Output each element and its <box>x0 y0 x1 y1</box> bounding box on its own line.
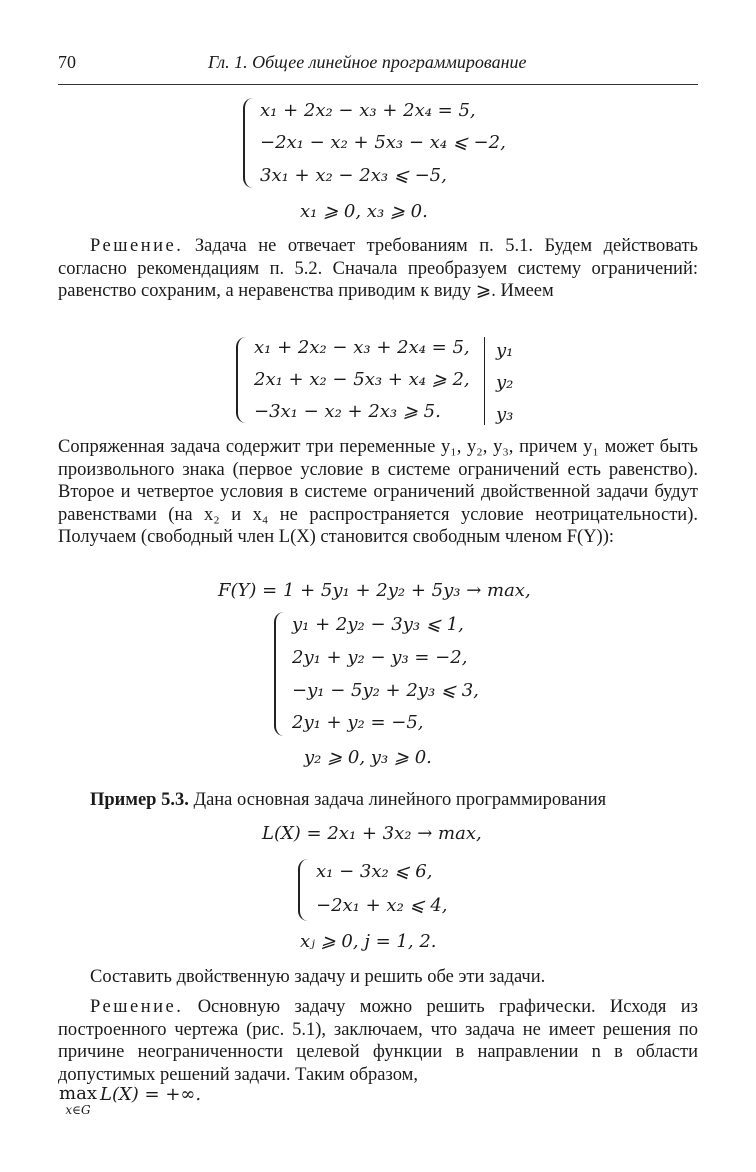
header-rule <box>58 84 698 85</box>
example-task: Составить двойственную задачу и решить обе эти задачи. <box>90 967 546 987</box>
equation-line: −3x₁ − x₂ + 2x₃ ⩾ 5. <box>254 401 441 422</box>
nonnegativity-condition: x₁ ⩾ 0, x₃ ⩾ 0. <box>300 201 428 222</box>
dual-variable: y₁ <box>496 340 514 361</box>
max-operator <box>58 1083 98 1118</box>
equation-line: x₁ − 3x₂ ⩽ 6, <box>316 861 433 882</box>
example-heading <box>90 790 606 811</box>
equation-line: x₁ + 2x₂ − x₃ + 2x₄ = 5, <box>260 100 476 121</box>
solution-keyword: Решение. <box>90 997 184 1017</box>
solution-keyword: Решение. <box>90 236 184 256</box>
equation-line: 2x₁ + x₂ − 5x₃ + x₄ ⩾ 2, <box>254 369 470 390</box>
objective-function: L(X) = 2x₁ + 3x₂ → max, <box>262 823 482 844</box>
nonnegativity-condition: xⱼ ⩾ 0, j = 1, 2. <box>300 931 437 952</box>
equation-line: 2y₁ + y₂ = −5, <box>292 712 424 733</box>
left-brace <box>236 337 248 423</box>
equation-line: y₁ + 2y₂ − 3y₃ ⩽ 1, <box>292 614 464 635</box>
paragraph-text: Задача не отвечает требованиям п. 5.1. Будем действовать согласно рекомендациям п. 5.2. Сначала преобразуем систему ограничений: равенство сохраним, а неравенства приводим к виду ⩾. Имеем <box>58 236 698 301</box>
objective-function: F(Y) = 1 + 5y₁ + 2y₂ + 5y₃ → max, <box>218 580 531 601</box>
nonnegativity-condition: y₂ ⩾ 0, y₃ ⩾ 0. <box>304 747 432 768</box>
left-brace <box>274 612 286 736</box>
page-number: 70 <box>58 52 76 72</box>
max-label: max <box>59 1083 97 1104</box>
running-head-title: Гл. 1. Общее линейное программирование <box>208 52 527 72</box>
max-result: L(X) = +∞. <box>100 1084 202 1105</box>
dual-variable: y₃ <box>496 404 514 425</box>
dual-explanation-paragraph: Сопряженная задача содержит три переменные y₁, y₂, y₃, причем y₁ может быть произвольного знака (первое условие в системе ограничений есть равенство). Второе и четвертое условия в системе ограничений двойственной задачи будут равенствами (на x₂ и x₄ не распространяется условие неотрицательности). Получаем (свободный член L(X) становится свободным членом F(Y)): <box>58 437 698 547</box>
dual-variable-separator <box>484 337 485 425</box>
max-subscript: x∈G <box>65 1103 91 1117</box>
dual-variable: y₂ <box>496 372 514 393</box>
left-brace <box>243 98 255 188</box>
equation-line: x₁ + 2x₂ − x₃ + 2x₄ = 5, <box>254 337 470 358</box>
example-text: Дана основная задача линейного программирования <box>188 790 607 810</box>
paragraph-text: Основную задачу можно решить графически. Исходя из построенного чертежа (рис. 5.1), заключаем, что задача не имеет решения по причине неограниченности целевой функции в направлении n в области допустимых решений задачи. Таким образом, <box>58 997 698 1085</box>
solution-paragraph-2 <box>58 996 698 1086</box>
equation-line: −2x₁ − x₂ + 5x₃ − x₄ ⩽ −2, <box>260 132 506 153</box>
example-label: Пример 5.3. <box>90 790 189 810</box>
running-header <box>58 52 698 82</box>
solution-paragraph-1 <box>58 235 698 303</box>
equation-line: −y₁ − 5y₂ + 2y₃ ⩽ 3, <box>292 680 479 701</box>
left-brace <box>298 859 310 921</box>
equation-line: 2y₁ + y₂ − y₃ = −2, <box>292 647 468 668</box>
equation-line: −2x₁ + x₂ ⩽ 4, <box>316 895 448 916</box>
equation-line: 3x₁ + x₂ − 2x₃ ⩽ −5, <box>260 165 447 186</box>
